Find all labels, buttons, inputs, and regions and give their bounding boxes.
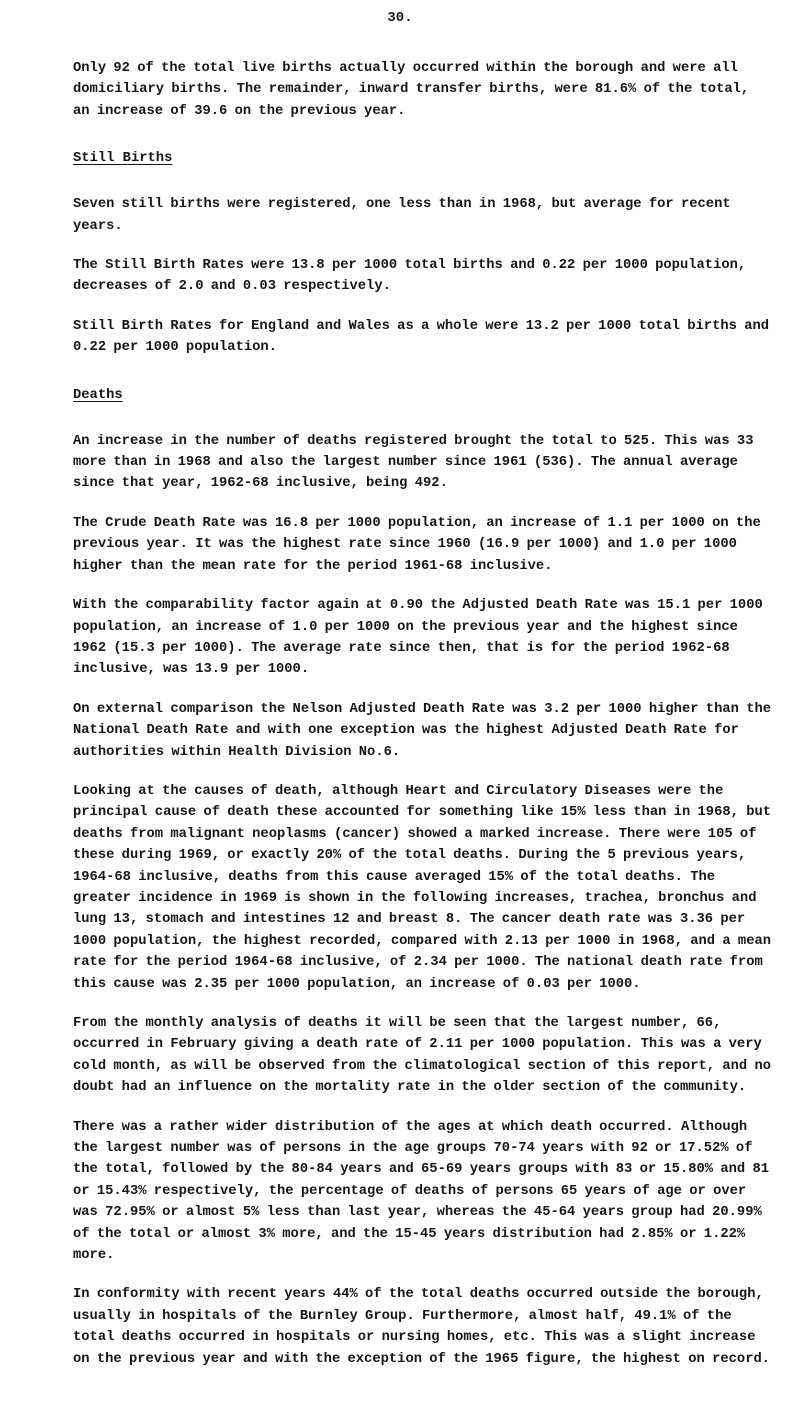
page-number: 30. bbox=[387, 10, 413, 26]
deaths-paragraph-8: In conformity with recent years 44% of the total deaths occurred outside the borough, usually in hospitals of the Burnley Group. Furthermore, almost half, 49.1% of the total deaths occurred in hospitals or nursing homes, etc. This was a slight increase on the previous year and with the exception of the 1965 figure, the highest on record. bbox=[73, 1287, 772, 1367]
deaths-paragraph-5: Looking at the causes of death, although Heart and Circulatory Diseases were the principal cause of death these accounted for something like 15% less than in 1968, but deaths from malignant neoplasms (cancer) showed a marked increase. There were 105 of these during 1969, or exactly 20% of the total deaths. During the 5 previous years, 1964-68 inclusive, deaths from this cause averaged 15% of the total deaths. The greater incidence in 1969 is shown in the following increases, trachea, bronchus and lung 13, stomach and intestines 12 and breast 8. The cancer death rate was 3.36 per 1000 population, the highest recorded, compared with 2.13 per 1000 in 1968, and a mean rate for the period 1964-68 inclusive, of 2.34 per 1000. The national death rate from this cause was 2.35 per 1000 population, an increase of 0.03 per 1000. bbox=[73, 783, 779, 992]
deaths-paragraph-4: On external comparison the Nelson Adjusted Death Rate was 3.2 per 1000 higher than the National Death Rate and with one exception was the highest Adjusted Death Rate for authorities within Health Division No.6. bbox=[73, 701, 779, 760]
deaths-paragraph-2: The Crude Death Rate was 16.8 per 1000 population, an increase of 1.1 per 1000 on the previous year. It was the highest rate since 1960 (16.9 per 1000) and 1.0 per 1000 higher than the mean rate for the period 1961-68 inclusive. bbox=[73, 515, 769, 574]
still-births-paragraph-2: The Still Birth Rates were 13.8 per 1000 total births and 0.22 per 1000 population, decreases of 2.0 and 0.03 respectively. bbox=[73, 258, 754, 295]
deaths-heading: Deaths bbox=[73, 387, 123, 403]
deaths-paragraph-7: There was a rather wider distribution of the ages at which death occurred. Although the largest number was of persons in the age groups 70-74 years with 92 or 17.52% of the total, followed by the 80-84 years and 65-69 years groups with 83 or 15.80% and 81 or 15.43% respectively, the percentage of deaths of persons 65 years of age or over was 72.95% or almost 5% less than last year, whereas the 45-64 years group had 20.99% of the total or almost 3% more, and the 15-45 years distribution had 2.85% or 1.22% more. bbox=[73, 1119, 777, 1264]
deaths-paragraph-3: With the comparability factor again at 0.90 the Adjusted Death Rate was 15.1 per 1000 population, an increase of 1.0 per 1000 on the previous year and the highest since 1962 (15.3 per 1000). The average rate since then, that is for the period 1962-68 inclusive, was 13.9 per 1000. bbox=[73, 598, 771, 678]
intro-paragraph: Only 92 of the total live births actually occurred within the borough and were all domiciliary births. The remainder, inward transfer births, were 81.6% of the total, an increase of 39.6 on the previous year. bbox=[73, 61, 757, 119]
deaths-paragraph-6: From the monthly analysis of deaths it will be seen that the largest number, 66, occurred in February giving a death rate of 2.11 per 1000 population. This was a very cold month, as will be observed from the climatological section of this report, and no doubt had an influence on the mortality rate in the older section of the community. bbox=[73, 1016, 779, 1096]
deaths-section bbox=[73, 387, 779, 1370]
still-births-paragraph-3: Still Birth Rates for England and Wales as a whole were 13.2 per 1000 total births and 0.22 per 1000 population. bbox=[73, 318, 777, 356]
document-body bbox=[73, 58, 779, 1388]
still-births-paragraph-1: Seven still births were registered, one less than in 1968, but average for recent years. bbox=[73, 197, 738, 234]
deaths-paragraph-1: An increase in the number of deaths registered brought the total to 525. This was 33 more than in 1968 and also the largest number since 1961 (536). The annual average since that year, 1962-68 inclusive, being 492. bbox=[73, 433, 761, 492]
still-births-section bbox=[73, 150, 777, 358]
still-births-heading: Still Births bbox=[73, 151, 173, 167]
